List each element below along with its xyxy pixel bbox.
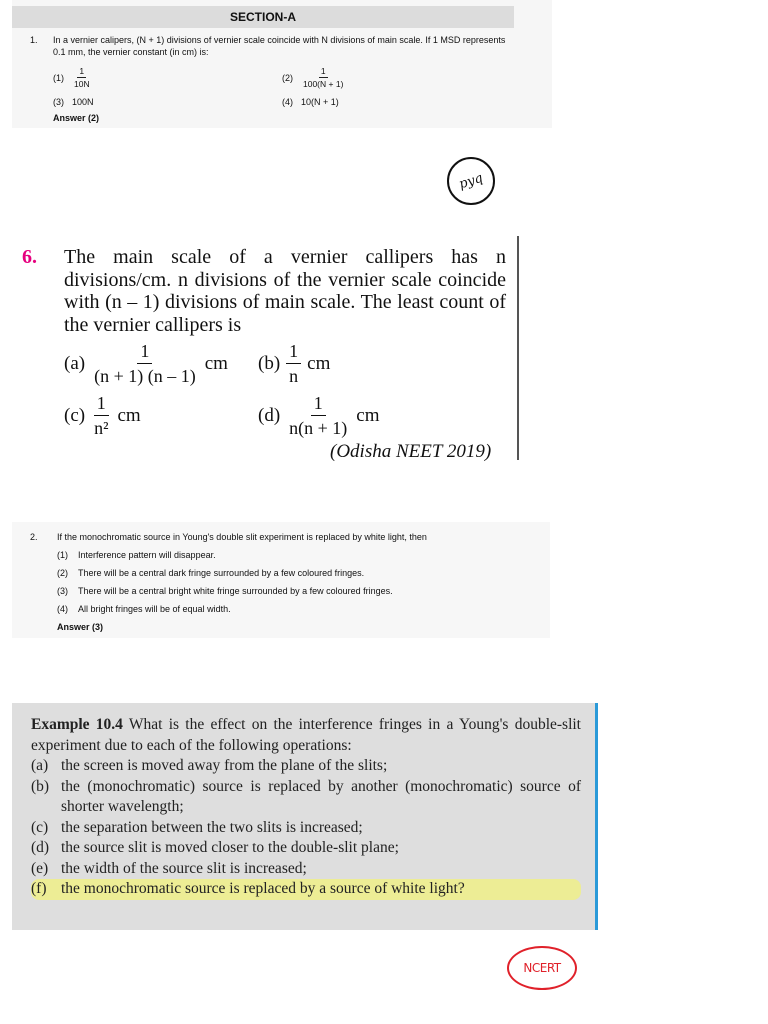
unit-label: cm	[204, 352, 228, 374]
option-label: (b)	[258, 352, 281, 374]
example-intro-paragraph	[31, 715, 581, 756]
item-label: (e)	[31, 859, 49, 877]
item-label: (d)	[31, 839, 50, 856]
option-label: (2)	[282, 72, 293, 83]
q6-source: (Odisha NEET 2019)	[330, 441, 492, 462]
option-label: (3)	[53, 97, 64, 107]
ncert-annotation	[507, 946, 577, 990]
q1-option-1	[53, 66, 92, 89]
option-label: (c)	[64, 404, 86, 426]
q6-option-b	[258, 340, 330, 387]
q2-option-3	[57, 585, 393, 597]
item-label: (b)	[31, 777, 50, 795]
option-label: (1)	[53, 72, 64, 83]
fraction	[286, 340, 301, 387]
fraction	[72, 66, 92, 89]
example-item-e	[31, 859, 581, 880]
q1-number: 1.	[30, 35, 38, 45]
unit-label: cm	[356, 404, 380, 426]
example-item-d	[31, 838, 581, 859]
example-item-b	[31, 777, 581, 818]
option-label: (a)	[64, 352, 86, 374]
option-label: (2)	[57, 568, 68, 578]
unit-label: cm	[307, 352, 331, 374]
item-label: (f)	[31, 880, 47, 897]
item-text: the source slit is moved closer to the double-slit plane;	[61, 839, 399, 856]
q1-option-3	[53, 96, 94, 108]
item-text: the separation between the two slits is increased;	[61, 818, 363, 836]
fraction-numerator: 1	[79, 66, 85, 76]
q6-option-d	[258, 392, 380, 439]
q1-answer: Answer (2)	[53, 113, 100, 123]
fraction-numerator: 1	[94, 392, 109, 416]
option-label: (4)	[282, 97, 293, 107]
option-text: 10(N + 1)	[301, 97, 339, 107]
item-text: the width of the source slit is increased;	[61, 859, 307, 877]
option-text: There will be a central bright white fringe surrounded by a few coloured fringes.	[78, 586, 393, 596]
example-item-a	[31, 756, 581, 777]
q2-text: If the monochromatic source in Young's double slit experiment is replaced by white light, then	[57, 532, 427, 542]
q1-option-4	[282, 96, 339, 108]
ncert-annotation-text: NCERT	[523, 961, 561, 975]
fraction-numerator: 1	[137, 340, 152, 364]
q1-text: In a vernier calipers, (N + 1) divisions of vernier scale coincide with N divisions of main scale. If 1 MSD represents 0.1 mm, the vernier constant (in cm) is:	[53, 35, 506, 57]
q1-option-2	[282, 66, 345, 89]
fraction-denominator: 100(N + 1)	[303, 79, 344, 89]
option-text: There will be a central dark fringe surrounded by a few coloured fringes.	[78, 568, 365, 578]
margin-rule	[517, 236, 519, 460]
q2-option-2	[57, 567, 364, 579]
unit-label: cm	[117, 404, 141, 426]
item-label: (c)	[31, 818, 49, 836]
fraction-denominator: (n + 1) (n – 1)	[94, 366, 196, 386]
q2-option-1	[57, 549, 216, 561]
q2-number: 2.	[30, 532, 38, 542]
example-body	[31, 715, 581, 900]
example-accent-bar	[595, 703, 598, 930]
example-intro: What is the effect on the interference fringes in a Young's double-slit experiment due to each of the following operations:	[31, 716, 581, 754]
example-item-f	[31, 879, 581, 900]
fraction-denominator: n²	[94, 418, 109, 438]
example-title: Example 10.4	[31, 716, 123, 733]
item-label: (a)	[31, 757, 49, 774]
option-label: (1)	[57, 550, 68, 560]
fraction	[286, 392, 350, 439]
option-text: 100N	[72, 97, 94, 107]
fraction	[301, 66, 345, 89]
pyq-annotation	[447, 157, 495, 205]
fraction-numerator: 1	[320, 66, 326, 76]
option-text: All bright fringes will be of equal width.	[78, 604, 231, 614]
section-heading: SECTION-A	[12, 6, 514, 28]
q2-option-4	[57, 603, 231, 615]
fraction-denominator: 10N	[74, 79, 90, 89]
fraction-denominator: n	[289, 366, 299, 386]
fraction-numerator: 1	[311, 392, 326, 416]
q6-number: 6.	[22, 246, 37, 268]
item-text: the screen is moved away from the plane of the slits;	[61, 757, 388, 774]
option-text: Interference pattern will disappear.	[78, 550, 216, 560]
fraction	[91, 392, 111, 439]
example-item-c	[31, 818, 581, 839]
q6-option-c	[64, 392, 141, 439]
option-label: (d)	[258, 404, 281, 426]
option-label: (3)	[57, 586, 68, 596]
q6-text: The main scale of a vernier callipers has n divisions/cm. n divisions of the vernier scale coincide with (n – 1) divisions of main scale. The least count of the vernier callipers is	[64, 246, 506, 336]
item-text: the monochromatic source is replaced by a source of white light?	[61, 880, 465, 897]
fraction	[91, 340, 199, 387]
option-label: (4)	[57, 604, 68, 614]
q6-option-a	[64, 340, 228, 387]
q2-answer: Answer (3)	[57, 622, 104, 632]
pyq-annotation-text: pyq	[457, 170, 485, 192]
fraction-numerator: 1	[286, 340, 301, 364]
fraction-denominator: n(n + 1)	[289, 418, 348, 438]
item-text: the (monochromatic) source is replaced by another (monochromatic) source of shorter wavelength;	[61, 777, 581, 815]
